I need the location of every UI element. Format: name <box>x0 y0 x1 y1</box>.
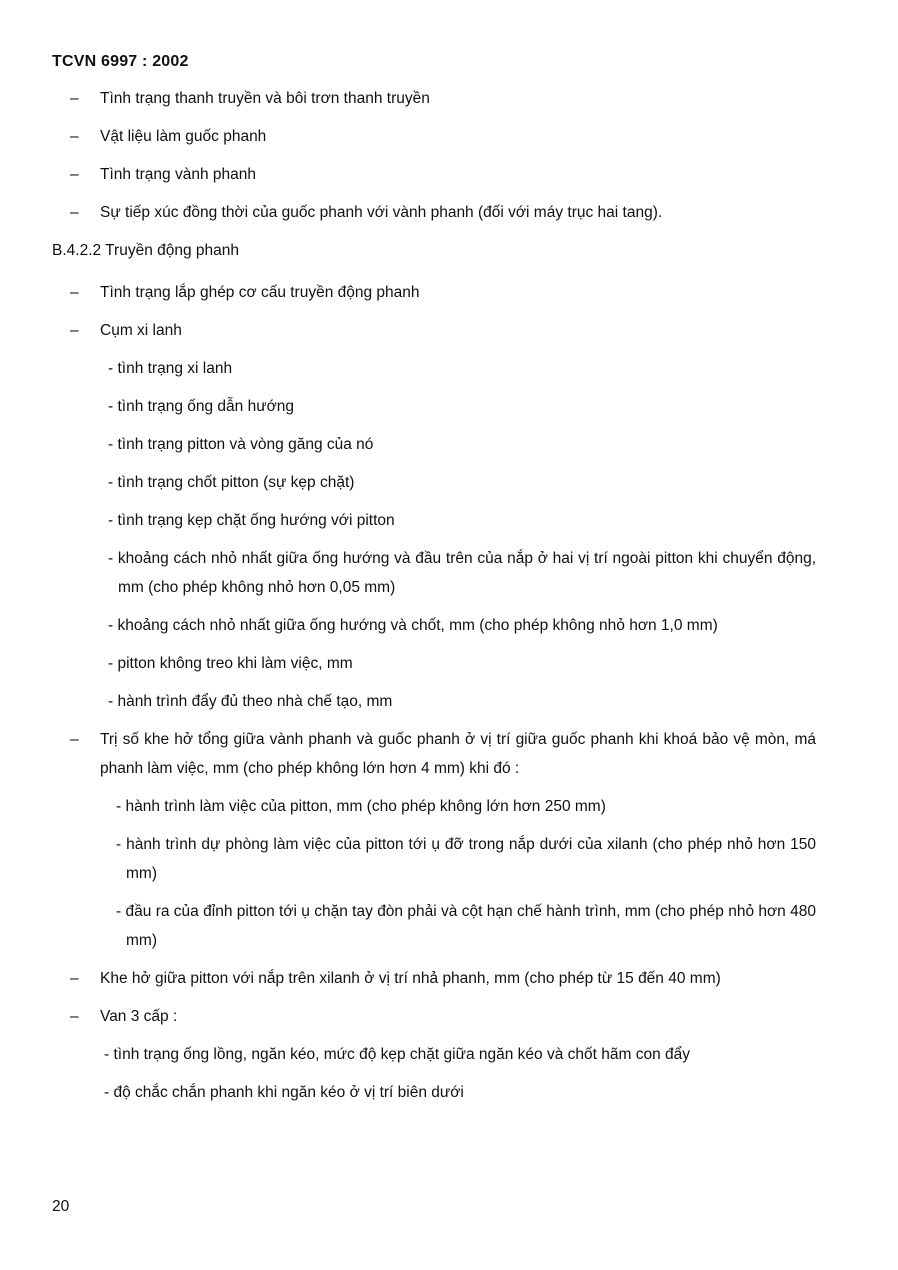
dash-bullet: – <box>70 204 79 221</box>
dash-bullet: – <box>70 322 79 339</box>
sub-list-item: - hành trình làm việc của pitton, mm (cho phép không lớn hơn 250 mm) <box>116 798 606 815</box>
list-item-text: Vật liệu làm guốc phanh <box>100 128 267 145</box>
list-item-text: Tình trạng vành phanh <box>100 166 256 183</box>
sub-list-item: - khoảng cách nhỏ nhất giữa ống hướng và chốt, mm (cho phép không nhỏ hơn 1,0 mm) <box>108 617 718 634</box>
list-item-text: Tình trạng lắp ghép cơ cấu truyền động phanh <box>100 284 420 301</box>
sub-list-item: - đầu ra của đỉnh pitton tới ụ chặn tay đòn phải và cột hạn chế hành trình, mm (cho phép nhỏ hơn 480 mm) <box>116 903 816 949</box>
list-item-text: Trị số khe hở tổng giữa vành phanh và guốc phanh ở vị trí giữa guốc phanh khi khoá bảo vệ mòn, má phanh làm việc, mm (cho phép không lớn hơn 4 mm) khi đó : <box>100 731 816 777</box>
list-item-text: Tình trạng thanh truyền và bôi trơn thanh truyền <box>100 90 430 107</box>
list-item <box>52 122 816 151</box>
section-heading: B.4.2.2 Truyền động phanh <box>52 242 240 259</box>
list-item <box>52 84 816 113</box>
sub-list-item: - hành trình đẩy đủ theo nhà chế tạo, mm <box>108 693 393 710</box>
dash-bullet: – <box>70 970 79 987</box>
sub-list-item: - tình trạng ống dẫn hướng <box>108 398 294 415</box>
list-item-text: Cụm xi lanh <box>100 322 182 339</box>
list-item <box>52 725 816 783</box>
dash-bullet: – <box>70 1008 79 1025</box>
dash-bullet: – <box>70 128 79 145</box>
list-item <box>52 198 816 227</box>
document-body <box>52 84 816 1116</box>
dash-bullet: – <box>70 90 79 107</box>
sub-list-item: - pitton không treo khi làm việc, mm <box>108 655 353 672</box>
list-item <box>52 160 816 189</box>
sub-list-item: - hành trình dự phòng làm việc của pitton tới ụ đỡ trong nắp dưới của xilanh (cho phép nhỏ hơn 150 mm) <box>116 836 816 882</box>
sub-list-item: - tình trạng xi lanh <box>108 360 233 377</box>
sub-list-item: - khoảng cách nhỏ nhất giữa ống hướng và đầu trên của nắp ở hai vị trí ngoài pitton khi chuyển động, mm (cho phép không nhỏ hơn 0,05 mm) <box>108 550 816 596</box>
page-number: 20 <box>52 1198 70 1215</box>
list-item <box>52 964 816 993</box>
sub-list-item: - tình trạng kẹp chặt ống hướng với pitton <box>108 512 395 529</box>
sub-list-item: - tình trạng chốt pitton (sự kẹp chặt) <box>108 474 355 491</box>
list-item-text: Khe hở giữa pitton với nắp trên xilanh ở vị trí nhả phanh, mm (cho phép từ 15 đến 40 mm) <box>100 970 721 987</box>
list-item <box>52 1002 816 1031</box>
list-item-text: Sự tiếp xúc đồng thời của guốc phanh với vành phanh (đối với máy trục hai tang). <box>100 204 663 221</box>
sub-list-item: - tình trạng ống lồng, ngăn kéo, mức độ kẹp chặt giữa ngăn kéo và chốt hãm con đẩy <box>104 1046 691 1063</box>
list-item-text: Van 3 cấp : <box>100 1008 178 1025</box>
dash-bullet: – <box>70 731 79 748</box>
document-header: TCVN 6997 : 2002 <box>52 53 189 70</box>
dash-bullet: – <box>70 166 79 183</box>
dash-bullet: – <box>70 284 79 301</box>
list-item <box>52 316 816 345</box>
sub-list-item: - tình trạng pitton và vòng găng của nó <box>108 436 374 453</box>
list-item <box>52 278 816 307</box>
sub-list-item: - độ chắc chắn phanh khi ngăn kéo ở vị trí biên dưới <box>104 1084 464 1101</box>
